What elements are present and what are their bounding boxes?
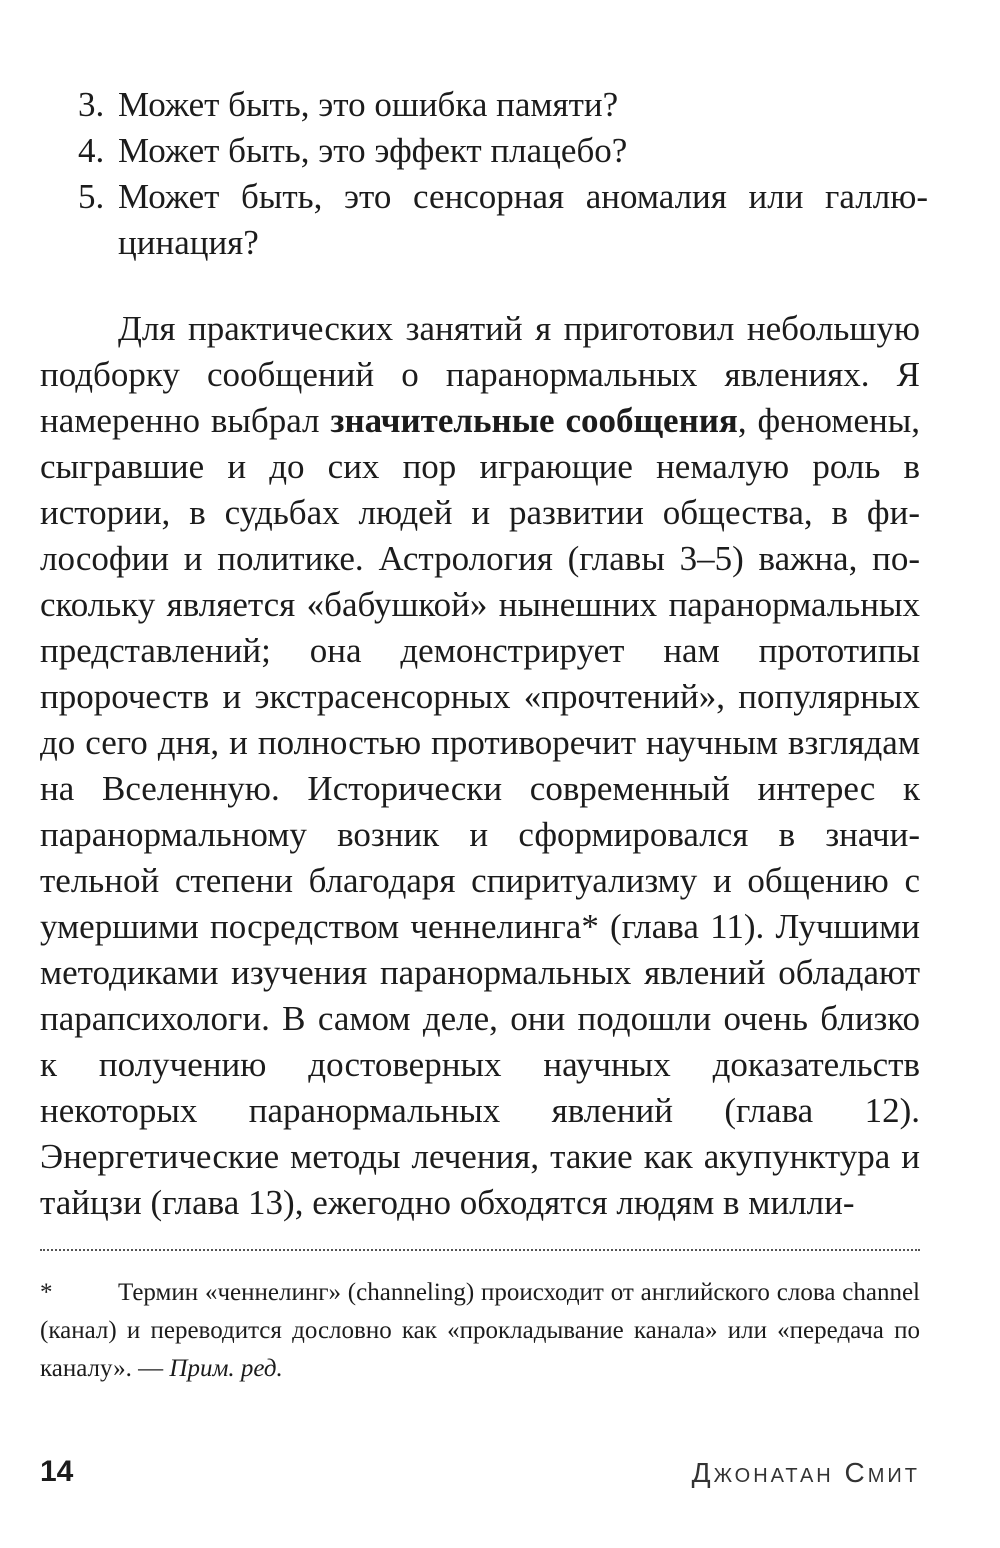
page-number: 14 <box>40 1455 74 1488</box>
list-item-number: 4. <box>78 131 105 170</box>
list-item <box>78 174 928 266</box>
footnote-editor-note: Прим. ред. <box>169 1355 283 1382</box>
paragraph-text-start: Для практических занятий я приготовил небольшую подборку сообщений о паранормальных явлениях. Я намеренно выбрал <box>40 309 920 440</box>
list-item-number: 3. <box>78 85 105 124</box>
list-item-text: Может быть, это ошибка памяти? <box>118 85 619 124</box>
footnote-marker: * <box>40 1279 53 1306</box>
numbered-question-list <box>78 82 928 266</box>
list-item-text: Может быть, это эффект плацебо? <box>118 131 628 170</box>
body-paragraph <box>40 306 920 1226</box>
list-item-number: 5. <box>78 177 105 216</box>
footnote <box>40 1274 920 1388</box>
footnote-divider <box>40 1249 920 1251</box>
list-item <box>78 82 928 128</box>
paragraph-bold-phrase: значительные сообщения <box>330 401 738 440</box>
running-footer-author: Джонатан Смит <box>691 1457 920 1488</box>
footnote-text: Термин «ченнелинг» (channeling) происходит от английского слова channel (канал) и переводится дословно как «прокладывание канала» или «передача по каналу». — <box>40 1279 920 1382</box>
list-item <box>78 128 928 174</box>
paragraph-text-end: , феномены, сыгравшие и до сих пор играющие немалую роль в истории, в судьбах людей и развитии общества, в философии и политике. Астрология (главы 3–5) важна, поскольку является «бабушкой» нынешних паранормальных представлений; она демонстрирует нам прототипы пророчеств и экстрасенсорных «прочтений», популярных до сего дня, и полностью противоречит научным взглядам на Вселенную. Исторически современный интерес к паранормальному возник и сформировался в значительной степени благодаря спиритуализму и общению с умершими посредством ченнелинга* (глава 11). Лучшими методиками изучения паранормальных явлений обладают парапсихологи. В самом деле, они подошли очень близко к получению достоверных научных доказательств некоторых паранормальных явлений (глава 12). Энергетические методы лечения, такие как акупунктура и тайцзи (глава 13), ежегодно обходятся людям в милли- <box>40 401 920 1222</box>
list-item-text: Может быть, это сенсорная аномалия или галлюцинация? <box>118 177 928 262</box>
